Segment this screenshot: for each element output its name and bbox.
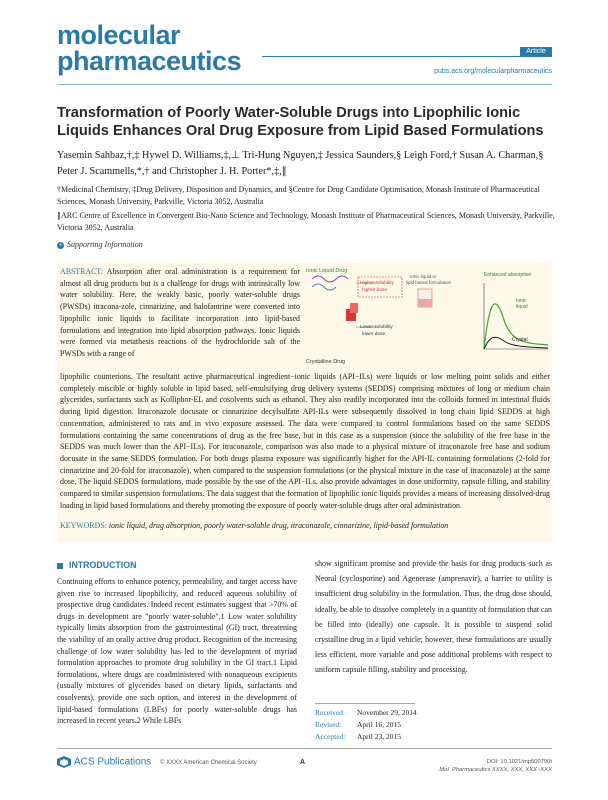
lower-dose-text: lower dose [362,332,386,337]
affiliation-1: †Medicinal Chemistry, ‡Drug Delivery, Disposition and Dynamics, and §Centre for Drug Candidate Optimisation, Monash Institute of Pharmaceutical Sciences, Monash University, Parkville, Victoria 3052, Australia [57,185,540,206]
keywords [60,521,550,530]
footer-doi-block [439,758,552,774]
acs-hexagon-icon [57,756,71,768]
ionic-molecule-icon [312,276,348,282]
section-square-icon [57,563,63,569]
capsule-fill [418,299,432,307]
higher-dose-text: higher dose [362,288,388,293]
article-dates [315,707,552,743]
footer-rule [57,748,552,749]
crystal-icon-2 [350,303,358,313]
date-label: Accepted: [315,732,346,741]
ionic-curve-label: Ionic [516,298,527,304]
abstract-body-1: Absorption after oral administration is a requirement for almost all drug products but is a challenge for drugs with intrinsically low water solubility. Here, the weakly basic, poorly water-soluble drugs (PWSDs) itracona-zole, cinnarizine, and halofantrine were converted into lipophilic ionic liquids to facilitate incorporation into lipid-based formulations and integration into lipid absorption pathways. Ionic liquids were formed via metathesis reactions of the hydrochloride salt of the PWSDs with a range of [60,267,300,358]
dates-rule [315,703,415,704]
header-divider [57,84,552,85]
footer-citation: Mol. Pharmaceutics XXXX, XXX, XXX−XXX [439,767,552,773]
affiliation-2: ∥ARC Centre of Excellence in Convergent Bio-Nano Science and Technology, Monash Institute of Pharmaceutical Sciences, Monash University, Parkville, Victoria 3052, Australia [57,211,555,232]
acs-publications-logo[interactable] [57,756,151,768]
intro-left-column: Continuing efforts to enhance potency, permeability, and target access have given rise to increased lipophilicity, and reduced aqueous solubility of prospective drug candidates. Indeed recent estimates suggest that >70% of drugs in development are "poorly water-soluble".1 Low water solubility typically limits absorption from the gastrointestinal (GI) tract, threatening the viability of an orally active drug product. Recognition of the increasing challenge of low water solubility has led to the development of myriad formulation approaches to promote drug solubility in the GI tract.1 Lipid formulations, where drugs are coadministered with nonaqueous excipients (usually mixtures of glycerides based on dietary lipids, surfactants and cosolvents), provide one such option, and interest in the development of lipid-based formulations (LBFs) for poorly water-soluble drugs has increased in recent years.2 While LBFs [57,577,297,726]
abstract-text-left [60,266,300,360]
journal-logo-line1: molecular [57,20,181,50]
enhanced-absorption-text: Enhanced absorption [484,272,532,278]
higher-solubility-box [358,277,402,297]
toc-crystalline-label: Crystalline Drug [306,359,346,365]
higher-solubility-text: Higher solubility [360,281,394,286]
introduction-heading-text: INTRODUCTION [69,560,137,570]
abstract-body-2: lipophilic counterions. The resultant active pharmaceutical ingredient−ionic liquids (API−ILs) were liquids or low melting point solids and either completely miscible or highly soluble in lipid based, self-emulsifying drug delivery systems (SEDDS) comprising mixtures of long or medium chain glycerides, surfactants such as Kolliphor-EL and cosolvents such as ethanol. They also readily incorporated into the colloids formed in intestinal fluids during lipid digestion. Itraconazole docusate or cinnarizine decylsulfate API-ILs were subsequently dissolved in long chain lipid SEDDS at high concentration, administered to rats and in vivo exposure assessed. The data were compared to control formulations based on the same SEDDS formulations containing the same concentrations of drug as the free base, but in this case as a suspension (since the solubility of the free base in the SEDDS was much lower than the API−ILs). For itraconazole, comparison was also made to a physical mixture of itraconazole free base and sodium docusate in the same SEDDS formulation. For both drugs plasma exposure was significantly higher for the API-IL containing formulations (2-fold for cinnarizine and 20-fold for itraconazole), when compared to the suspension formulations (or the physical mixture in the case of itraconazole) at the same dose. The liquid SEDDS formulations, made possible by the use of the API−ILs, also provide advantages in dose uniformity, capsule filling, and stability compared to similar suspension formulations. The data suggest that the formation of lipophilic ionic liquids provides a means of increasing dissolved-drug loading in lipid based formulations and thereby promoting the exposure of poorly water-soluble drugs after oral administration. [60,372,550,510]
journal-url[interactable]: pubs.acs.org/molecularpharmaceutics [434,68,552,75]
page-number: A [300,759,306,766]
keywords-label: KEYWORDS: [60,521,107,530]
ionic-curve-label-2: liquid [516,304,528,310]
date-revised [315,719,552,731]
date-label: Received: [315,708,345,717]
article-title: Transformation of Poorly Water-Soluble Drugs into Lipophilic Ionic Liquids Enhances Oral Drug Exposure from Lipid Based Formulations [57,105,544,139]
footer-copyright: © XXXX American Chemical Society [160,760,257,766]
intro-right-column: show significant promise and provide the basis for drug products such as Neoral (cyclosporine) and Agenerase (amprenavir), a barrier to utility is insufficient drug solubility in the formulation. Thus, the drug dose should, ideally, be able to dissolve completely in a quantity of formulation that can be filled into (ideally) one capsule. It is possible to suspend solid crystalline drug in a lipid vehicle; however, these formulations are usually less efficient, more variable and pose additional problems with respect to uniform capsule filling, stability and processing. [315,559,552,675]
info-icon: s [57,242,64,249]
author-list: Yasemin Sahbaz,†,‡ Hywel D. Williams,‡,⊥ Tri-Hung Nguyen,‡ Jessica Saunders,§ Leigh Ford,† Susan A. Charman,§ Peter J. Scammells,*,† and Christopher J. H. Porter*,‡,∥ [57,150,544,177]
date-accepted [315,731,552,743]
supporting-info-label: Supporting Information [67,240,143,249]
header-rule [262,56,552,57]
date-value: November 29, 2014 [357,708,417,717]
supporting-info-link[interactable] [57,240,143,249]
keywords-text: ionic liquid, drug absorption, poorly water-soluble drug, itraconazole, cinnarizine, lipid-based formulation [108,521,449,530]
toc-ionic-liquid-label: Ionic Liquid Drug [306,268,348,274]
ionic-counterion-icon [312,284,336,290]
introduction-heading [57,560,136,570]
lower-solubility-text: Lower solubility [360,325,393,330]
crystal-curve-label: Crystal [512,337,528,343]
toc-graphic [304,265,552,365]
journal-logo-line2: pharmaceutics [57,46,242,76]
date-value: April 23, 2015 [357,732,401,741]
date-value: April 16, 2015 [357,720,401,729]
article-badge: Article [520,47,552,57]
date-received [315,707,552,719]
footer-doi[interactable]: DOI: 10.1021/mp500790t [486,759,552,765]
lipid-formulation-text: lipid based formulation [406,280,452,285]
ionic-liquid-in-text: Ionic liquid in [410,274,437,279]
abstract-label: ABSTRACT: [60,267,104,276]
date-label: Revised: [315,720,342,729]
acs-publications-text: ACS Publications [74,756,152,768]
